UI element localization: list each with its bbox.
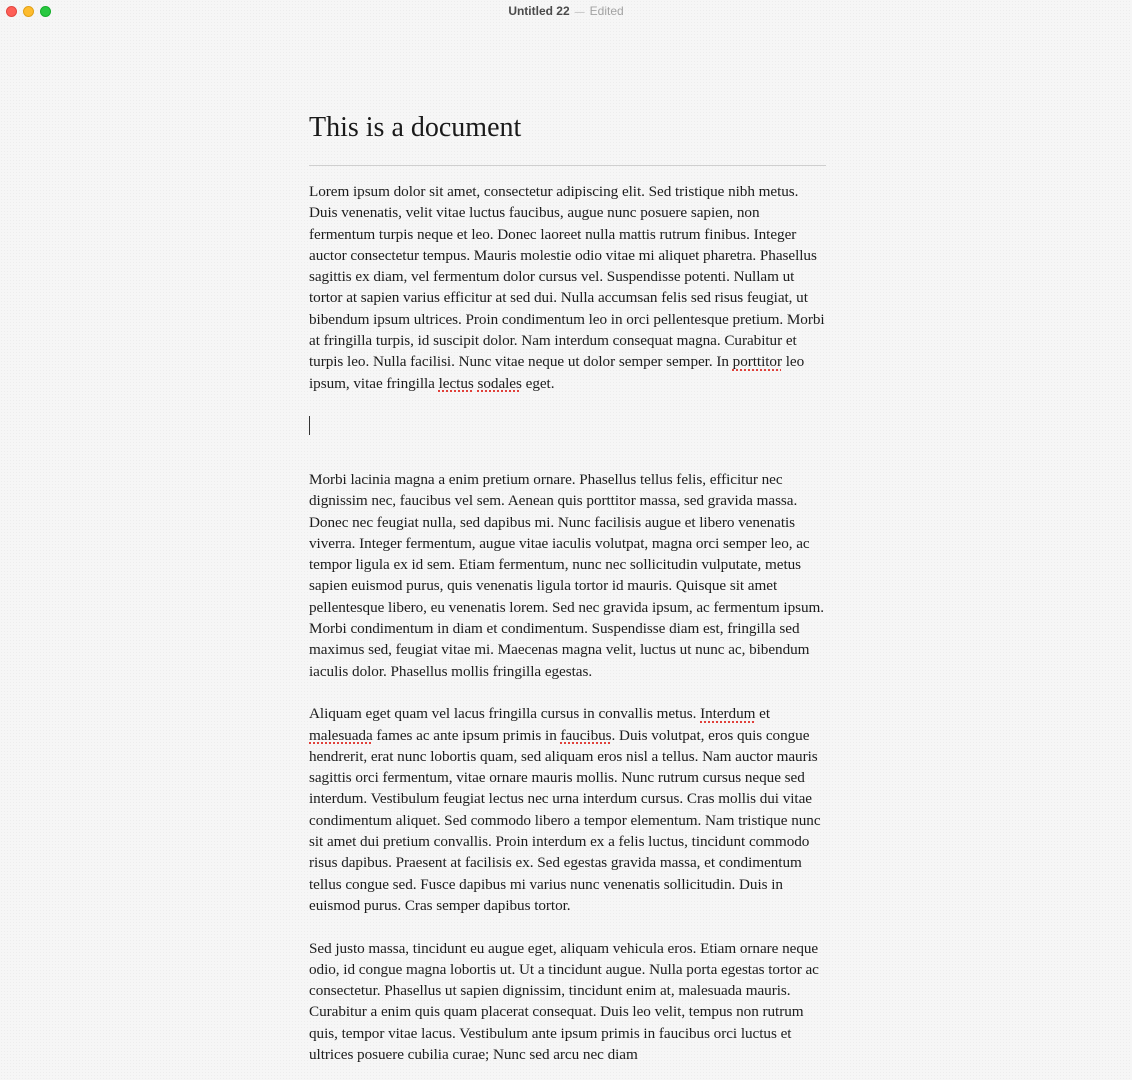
- edited-status: Edited: [589, 4, 624, 18]
- window-titlebar[interactable]: [0, 0, 1132, 22]
- document-body[interactable]: [309, 108, 826, 1065]
- paragraph-gap: [309, 682, 826, 703]
- title-separator: —: [574, 7, 585, 18]
- misspelled-word[interactable]: porttitor: [732, 353, 782, 371]
- paragraph-1[interactable]: [309, 181, 826, 394]
- paragraph-3-text: et: [755, 705, 771, 723]
- heading-divider: [309, 165, 826, 166]
- misspelled-word[interactable]: malesuada: [309, 726, 373, 744]
- document-heading[interactable]: This is a document: [309, 112, 522, 143]
- paragraph-4[interactable]: Sed justo massa, tincidunt eu augue eget, aliquam vehicula eros. Etiam ornare neque odio, id congue magna lobortis ut. Ut a tincidunt augue. Nulla porta egestas tortor ac consectetur. Phasellus ut sapien dignissim, tincidunt enim at, malesuada mauris. Curabitur a enim quis quam placerat consequat. Duis leo velit, tempus non rutrum quis, tempor vitae lacus. Vestibulum ante ipsum primis in faucibus orci luctus et ultrices posuere cubilia curae; Nunc sed arcu nec diam: [309, 939, 819, 1063]
- paragraph-gap: [309, 916, 826, 937]
- misspelled-word[interactable]: lectus: [438, 374, 474, 392]
- paragraph-3[interactable]: [309, 703, 826, 916]
- document-name[interactable]: Untitled 22: [508, 4, 570, 18]
- window-title[interactable]: [0, 4, 1132, 20]
- misspelled-word[interactable]: sodales: [477, 374, 522, 392]
- paragraph-3-text: . Duis volutpat, eros quis congue hendrerit, erat nunc lobortis quam, sed aliquam eros nisl a tellus. Nam auctor mauris sagittis orci fermentum, vitae ornare mauris mollis. Nunc rutrum cursus neque sed interdum. Vestibulum feugiat lectus nec urna interdum cursus. Cras mollis dui vitae condimentum aliquet. Sed commodo libero a tempor elementum. Nam tristique nunc sit amet dui pretium convallis. Proin interdum ex a felis luctus, tincidunt commodo risus dapibus. Praesent at facilisis ex. Sed egestas gravida massa, et condimentum tellus congue sed. Fusce dapibus mi varius nunc venenatis sollicitudin. Duis in euismod purus. Cras semper dapibus tortor.: [309, 726, 821, 914]
- paragraph-3-text: Aliquam eget quam vel lacus fringilla cursus in convallis metus.: [309, 705, 701, 723]
- empty-line[interactable]: [309, 416, 826, 437]
- text-caret: [309, 416, 310, 435]
- paragraph-1-text: leo ipsum, vitae fringilla: [309, 353, 805, 392]
- paragraph-2[interactable]: Morbi lacinia magna a enim pretium ornare. Phasellus tellus felis, efficitur nec dignissim nec, faucibus vel sem. Aenean quis porttitor massa, sed gravida massa. Donec nec feugiat nulla, sed dapibus mi. Nunc facilisis augue et libero venenatis viverra. Integer fermentum, augue vitae iaculis volutpat, magna orci semper leo, ac tempor ligula ex id sem. Etiam fermentum, nunc nec sollicitudin vulputate, metus sapien euismod purus, quis venenatis ligula tortor id mauris. Quisque sit amet pellentesque libero, eu venenatis lorem. Sed nec gravida ipsum, ac fermentum ipsum. Morbi condimentum in diam et condimentum. Suspendisse diam est, fringilla sed maximus sed, feugiat vitae mi. Maecenas magna velit, luctus ut nunc ac, bibendum iaculis dolor. Phasellus mollis fringilla egestas.: [309, 470, 825, 680]
- paragraph-1-text: Lorem ipsum dolor sit amet, consectetur adipiscing elit. Sed tristique nibh metus. Duis venenatis, velit vitae luctus faucibus, augue nunc posuere sapien, non fermentum turpis neque et leo. Donec laoreet nulla mattis rutrum finibus. Integer auctor consectetur tempus. Mauris molestie odio vitae mi aliquet pharetra. Phasellus sagittis ex diam, vel fermentum dolor cursus vel. Suspendisse potenti. Nullam ut tortor at sapien varius efficitur at sed dui. Nulla accumsan felis sed risus feugiat, ut bibendum ipsum ultrices. Proin condimentum leo in orci pellentesque pretium. Morbi at fringilla turpis, id suscipit dolor. Nam interdum consequat magna. Curabitur et turpis leo. Nulla facilisi. Nunc vitae neque ut dolor semper semper. In: [309, 183, 825, 371]
- misspelled-word[interactable]: faucibus: [560, 726, 612, 744]
- misspelled-word[interactable]: Interdum: [700, 705, 756, 723]
- paragraph-1-text: eget.: [521, 374, 555, 392]
- paragraph-3-text: fames ac ante ipsum primis in: [372, 726, 561, 744]
